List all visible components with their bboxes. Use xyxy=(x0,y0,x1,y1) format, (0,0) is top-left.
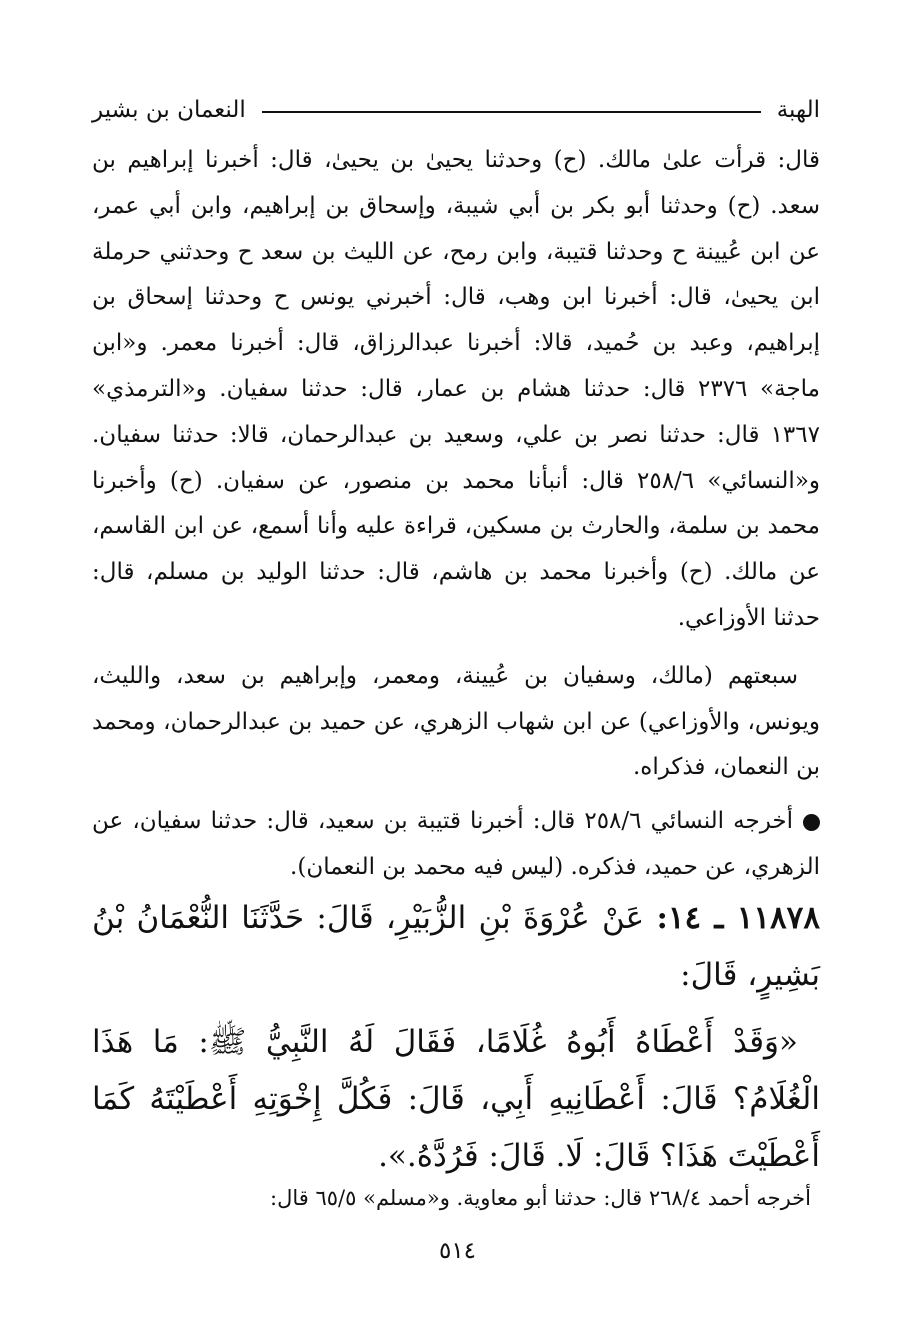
header-rule xyxy=(262,111,761,113)
hadith-chain-text: عَنْ عُرْوَةَ بْنِ الزُّبَيْرِ، قَالَ: حَدَّثَنَا النُّعْمَانُ بْنُ بَشِيرٍ، قَالَ: xyxy=(92,900,820,993)
main-text xyxy=(92,138,820,891)
footnote: أخرجه أحمد ٢٦٨/٤ قال: حدثنا أبو معاوية. و«مسلم» ٦٥/٥ قال: xyxy=(270,1186,811,1210)
takhrij-paragraph xyxy=(92,799,820,891)
summary-paragraph: سبعتهم (مالك، وسفيان بن عُيينة، ومعمر، وإبراهيم بن سعد، والليث، ويونس، والأوزاعي) عن ابن شهاب الزهري، عن حميد بن عبدالرحمان، ومحمد بن النعمان، فذكراه. xyxy=(92,662,820,781)
hadith-chain xyxy=(92,890,820,1004)
page-number: ٥١٤ xyxy=(438,1238,477,1264)
section-title: الهبة xyxy=(776,97,820,123)
isnad-paragraph: قال: قرأت علىٰ مالك. (ح) وحدثنا يحيىٰ بن يحيىٰ، قال: أخبرنا إبراهيم بن سعد. (ح) وحدثنا أبو بكر بن أبي شيبة، وإسحاق بن إبراهيم، وابن أبي عمر، عن ابن عُيينة ح وحدثنا قتيبة، وابن رمح، عن الليث بن سعد ح وحدثني حرملة ابن يحيىٰ، قال: أخبرنا ابن وهب، قال: أخبرني يونس ح وحدثنا إسحاق بن إبراهيم، وعبد بن حُميد، قالا: أخبرنا عبدالرزاق، قال: أخبرنا معمر. و«ابن ماجة» ٢٣٧٦ قال: حدثنا هشام بن عمار، قال: حدثنا سفيان. و«الترمذي» ١٣٦٧ قال: حدثنا نصر بن علي، وسعيد بن عبدالرحمان، قالا: حدثنا سفيان. و«النسائي» ٢٥٨/٦ قال: أنبأنا محمد بن منصور، عن سفيان. (ح) وأخبرنا محمد بن سلمة، والحارث بن مسكين، قراءة عليه وأنا أسمع، عن ابن القاسم، عن مالك. (ح) وأخبرنا محمد بن هاشم، قال: حدثنا الوليد بن مسلم، قال: حدثنا الأوزاعي. xyxy=(92,147,821,631)
hadith-matn: «وَقَدْ أَعْطَاهُ أَبُوهُ غُلَامًا، فَقَالَ لَهُ النَّبِيُّ ﷺ: مَا هَذَا الْغُلَامُ؟ قَالَ: أَعْطَانِيهِ أَبِي، قَالَ: فَكُلَّ إِخْوَتِهِ أَعْطَيْتَهُ كَمَا أَعْطَيْتَ هَذَا؟ قَالَ: لَا. قَالَ: فَرُدَّهُ.». xyxy=(92,1024,820,1174)
bullet-icon xyxy=(803,814,820,831)
hadith-number: ١١٨٧٨ ـ ١٤: xyxy=(656,900,820,936)
running-header xyxy=(92,94,820,126)
chapter-title: النعمان بن بشير xyxy=(92,97,246,123)
hadith-block xyxy=(92,890,820,1185)
takhrij-text: أخرجه النسائي ٢٥٨/٦ قال: أخبرنا قتيبة بن سعيد، قال: حدثنا سفيان، عن الزهري، عن حميد، فذكره. (ليس فيه محمد بن النعمان). xyxy=(92,808,820,880)
